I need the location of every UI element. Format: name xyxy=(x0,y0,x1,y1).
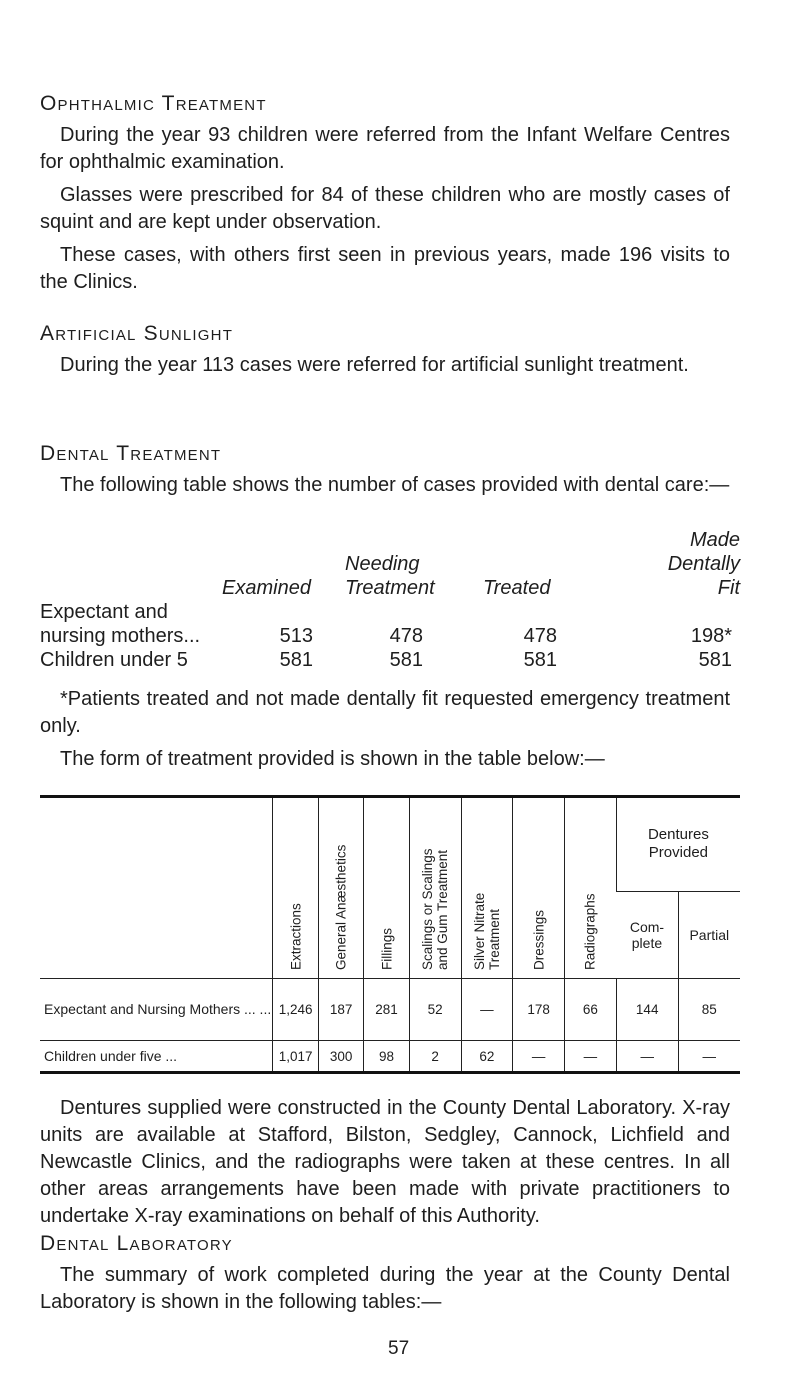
row-label-children: Children under 5 xyxy=(40,649,188,671)
cell-examined-mothers: 513 xyxy=(279,625,313,647)
header-complete: Com- plete xyxy=(616,891,678,978)
cell: 98 xyxy=(364,1041,409,1073)
treatment-table xyxy=(40,795,740,1074)
ophthalmic-paragraph-1: During the year 93 children were referred from the Infant Welfare Centres for ophthalmic examination. xyxy=(40,124,730,173)
header-silver-nitrate: Silver Nitrate Treatment xyxy=(461,797,513,979)
cell-needing-mothers: 478 xyxy=(389,625,423,647)
header-made-dentally-fit: Made Dentally Fit xyxy=(667,529,740,599)
header-extractions: Extractions xyxy=(273,797,318,979)
cell-treated-children: 581 xyxy=(523,649,557,671)
row-label-mothers: Expectant and Nursing Mothers ... ... xyxy=(44,1001,272,1017)
cell-needing-children: 581 xyxy=(389,649,423,671)
header-needing-treatment: Needing Treatment xyxy=(345,553,435,599)
cell: 1,246 xyxy=(273,979,318,1041)
dental-paragraph-1: The following table shows the number of cases provided with dental care:— xyxy=(60,474,730,496)
cell: 52 xyxy=(409,979,461,1041)
ophthalmic-paragraph-3: These cases, with others first seen in previous years, made 196 visits to the Clinics. xyxy=(40,244,730,293)
laboratory-paragraph: The summary of work completed during the year at the County Dental Laboratory is shown in the following tables:— xyxy=(40,1264,730,1313)
cell: 300 xyxy=(318,1041,363,1073)
cell: 66 xyxy=(565,979,617,1041)
cell-examined-children: 581 xyxy=(279,649,313,671)
cell: 178 xyxy=(513,979,565,1041)
header-radiographs: Radiographs xyxy=(565,797,617,979)
cell: 1,017 xyxy=(273,1041,318,1073)
cell: — xyxy=(616,1041,678,1073)
header-treated: Treated xyxy=(483,577,551,599)
cell: 281 xyxy=(364,979,409,1041)
dental-paragraph-3: Dentures supplied were constructed in the County Dental Laboratory. X-ray units are available at Stafford, Bilston, Sedgley, Cannock, Lichfield and Newcastle Clinics, and the radiographs were taken at these centres. In all other areas arrangements have been made with private practitioners to undertake X-ray examinations on behalf of this Authority. xyxy=(40,1097,730,1227)
cell: — xyxy=(565,1041,617,1073)
header-fillings: Fillings xyxy=(364,797,409,979)
header-scalings: Scalings or Scalings and Gum Treatment xyxy=(409,797,461,979)
page-number: 57 xyxy=(388,1338,410,1359)
cell-fit-children: 581 xyxy=(698,649,732,671)
dental-footnote: *Patients treated and not made dentally fit requested emergency treatment only. xyxy=(40,688,730,737)
cell: — xyxy=(678,1041,740,1073)
header-blank xyxy=(40,797,273,979)
header-examined: Examined xyxy=(222,577,311,599)
cell: — xyxy=(461,979,513,1041)
cell: 144 xyxy=(616,979,678,1041)
header-partial: Partial xyxy=(678,891,740,978)
row-label-nursing: nursing mothers... xyxy=(40,625,201,647)
header-dressings: Dressings xyxy=(513,797,565,979)
heading-dental-treatment: Dental Treatment xyxy=(40,442,222,465)
heading-ophthalmic: Ophthalmic Treatment xyxy=(40,92,267,115)
cell: 85 xyxy=(678,979,740,1041)
cell: — xyxy=(513,1041,565,1073)
header-dentures-provided: Dentures Provided xyxy=(616,797,740,892)
cell-treated-mothers: 478 xyxy=(523,625,557,647)
row-label-children: Children under five ... xyxy=(44,1048,178,1064)
cell: 187 xyxy=(318,979,363,1041)
heading-artificial-sunlight: Artificial Sunlight xyxy=(40,322,234,345)
header-general-anaesthetics: General Anæsthetics xyxy=(318,797,363,979)
row-label-expectant: Expectant and xyxy=(40,601,168,623)
cell: 2 xyxy=(409,1041,461,1073)
sunlight-paragraph: During the year 113 cases were referred for artificial sunlight treatment. xyxy=(60,354,689,376)
dental-paragraph-2: The form of treatment provided is shown in the table below:— xyxy=(60,748,605,770)
cell: 62 xyxy=(461,1041,513,1073)
table-row xyxy=(40,1041,740,1073)
heading-dental-laboratory: Dental Laboratory xyxy=(40,1232,233,1255)
ophthalmic-paragraph-2: Glasses were prescribed for 84 of these children who are mostly cases of squint and are kept under observation. xyxy=(40,184,730,233)
table-row xyxy=(40,979,740,1041)
cell-fit-mothers: 198* xyxy=(690,625,732,647)
